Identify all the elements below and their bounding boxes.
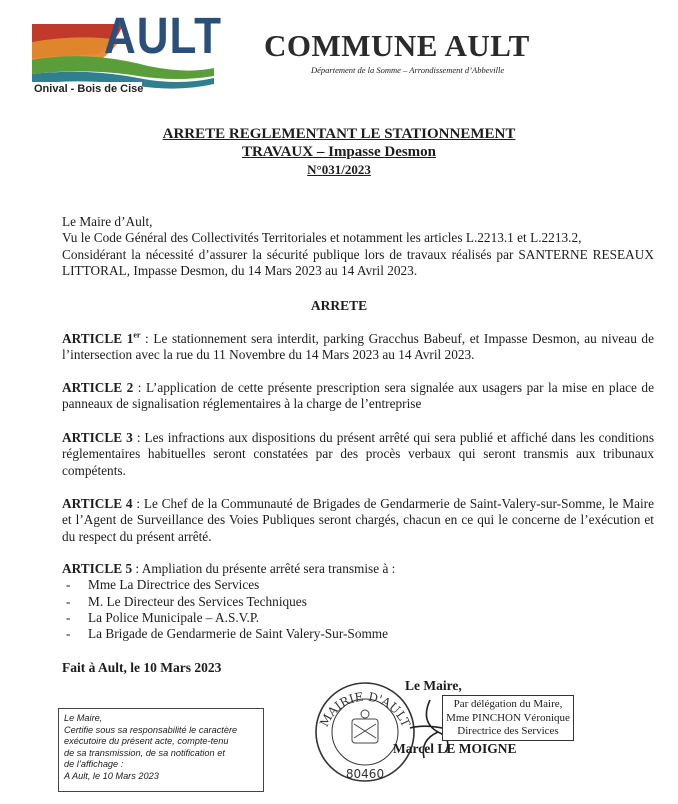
cert-line: A Ault, le 10 Mars 2023 (64, 770, 159, 781)
article-text: : Le Chef de la Communauté de Brigades de Gendarmerie de Saint-Valery-sur-Somme, le Maire et l’Agent de Surveillance des Voies Publiques seront chargés, chacun en ce qui le concerne de l’exécution et du respect du présent arrêté. (62, 496, 654, 544)
article-text: : L’application de cette présente prescription sera signalée aux usagers par la mise en place de panneaux de signalisation réglementaires à la charge de l’entreprise (62, 380, 654, 412)
cert-line: Le Maire, (64, 713, 103, 723)
list-item: - La Police Municipale – A.S.V.P. (62, 610, 654, 626)
article-4 (62, 496, 654, 545)
delegation-line: Par délégation du Maire, (453, 698, 563, 710)
list-item: - M. Le Directeur des Services Techniques (62, 594, 654, 610)
certification-box (58, 708, 264, 792)
document-title: ARRETE REGLEMENTANT LE STATIONNEMENT (162, 126, 516, 142)
mayor-label: Le Maire, (405, 678, 462, 693)
delegation-box (442, 695, 574, 741)
article-label: ARTICLE 3 (62, 430, 133, 445)
preamble-line: Le Maire d’Ault, (62, 214, 153, 229)
article-2 (62, 380, 654, 413)
cert-line: de sa transmission, de sa notification et (64, 747, 225, 758)
article-label: ARTICLE 1 (62, 331, 134, 346)
stamp-postcode: 80460 (345, 767, 385, 781)
article-text: : Le stationnement sera interdit, parking Gracchus Babeuf, et Impasse Desmon, au niveau de l’intersection avec la rue du 11 Novembre du 14 Mars 2023 au 14 Avril 2023. (62, 331, 654, 363)
commune-heading: COMMUNE AULT (264, 28, 530, 63)
delegation-line: Mme PINCHON Véronique (446, 711, 570, 724)
preamble (62, 214, 654, 279)
article-text: : Ampliation du présente arrêté sera transmise à : (132, 561, 396, 576)
article-sup: er (133, 330, 141, 340)
done-at-line: Fait à Ault, le 10 Mars 2023 (62, 660, 222, 675)
recipient-list (62, 577, 654, 642)
mayor-name: Marcel LE MOIGNE (393, 741, 517, 756)
department-line: Département de la Somme – Arrondissement d’Abbeville (311, 65, 505, 75)
preamble-line: Vu le Code Général des Collectivités Territoriales et notamment les articles L.2213.1 et L.2213.2, (62, 230, 582, 246)
delegation-line: Directrice des Services (457, 725, 559, 737)
document-subtitle: TRAVAUX – Impasse Desmon (241, 144, 437, 160)
article-1 (62, 331, 654, 364)
article-text: : Les infractions aux dispositions du présent arrêté qui sera publié et affiché dans les conditions réglementaires habituelles seront constatées par des procès verbaux qui seront transmis aux tribunaux compétents. (62, 430, 654, 478)
logo-subtitle: Onival - Bois de Cise (34, 83, 144, 95)
cert-line: de l’affichage : (64, 759, 124, 770)
article-label: ARTICLE 2 (62, 380, 134, 395)
article-label: ARTICLE 5 (62, 561, 133, 576)
article-5 (62, 561, 654, 642)
stamp-top-text: MAIRIE D'AULT (317, 689, 413, 730)
logo-wordmark: AULT (104, 8, 223, 65)
cert-line: exécutoire du présent acte, compte-tenu (64, 736, 229, 747)
arrete-heading: ARRETE (310, 298, 368, 313)
document-number: N°031/2023 (307, 162, 371, 177)
article-label: ARTICLE 4 (62, 496, 133, 511)
article-3 (62, 430, 654, 479)
list-item: - La Brigade de Gendarmerie de Saint Valery-Sur-Somme (62, 626, 654, 642)
preamble-line: Considérant la nécessité d’assurer la sécurité publique lors de travaux réalisés par SANTERNE RESEAUX LITTORAL, Impasse Desmon, du 14 Mars 2023 au 14 Avril 2023. (62, 246, 654, 278)
cert-line: Certifie sous sa responsabilité le caractère (64, 724, 238, 735)
list-item: - Mme La Directrice des Services (62, 577, 654, 593)
